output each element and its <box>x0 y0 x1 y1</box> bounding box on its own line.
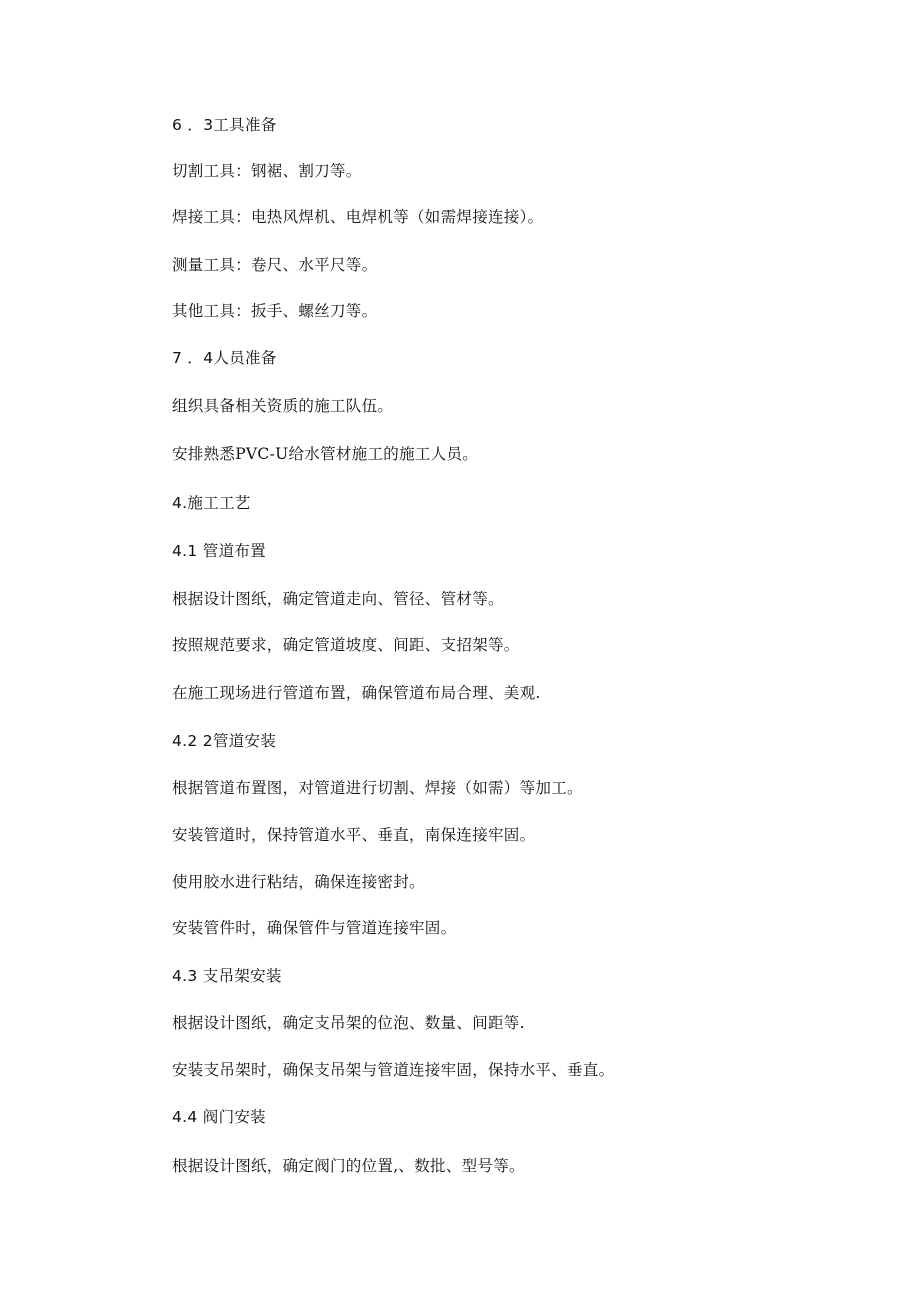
paragraph-line: 在施工现场进行管道布置，确保管道布局合理、美观. <box>172 684 541 702</box>
section-heading-6-3: 6 ．3工具准备 <box>172 116 277 134</box>
section-heading-7-4: 7 ．4人员准备 <box>172 349 277 367</box>
paragraph-line: 安装管件时，确保管件与管道连接牢固。 <box>172 919 457 937</box>
section-heading-4-4: 4.4 阀门安装 <box>172 1108 266 1126</box>
paragraph-line: 根据管道布置图，对管道进行切割、焊接（如需）等加工。 <box>172 779 583 797</box>
paragraph-line: 安排熟悉PVC-U给水管材施工的施工人员。 <box>172 445 479 463</box>
paragraph-line: 根据设计图纸，确定阀门的位置,、数批、型号等。 <box>172 1157 525 1175</box>
paragraph-line: 安装管道时，保持管道水平、垂直，南保连接牢固。 <box>172 826 536 844</box>
paragraph-line: 焊接工具：电热风焊机、电焊机等（如需焊接连接）。 <box>172 208 544 226</box>
section-heading-4-2: 4.2 2管道安装 <box>172 732 277 750</box>
paragraph-line: 使用胶水进行粘结，确保连接密封。 <box>172 873 425 891</box>
paragraph-line: 其他工具：扳手、螺丝刀等。 <box>172 302 378 320</box>
paragraph-line: 根据设计图纸，确定支吊架的位泡、数量、间距等. <box>172 1014 525 1032</box>
section-heading-4: 4.施工工艺 <box>172 494 251 512</box>
paragraph-line: 按照规范要求，确定管道坡度、间距、支招架等。 <box>172 636 520 654</box>
paragraph-line: 切割工具：钢裾、割刀等。 <box>172 162 362 180</box>
paragraph-line: 测量工具：卷尺、水平尺等。 <box>172 256 378 274</box>
section-heading-4-3: 4.3 支吊架安装 <box>172 967 282 985</box>
paragraph-line: 根据设计图纸，确定管道走向、管径、管材等。 <box>172 590 504 608</box>
paragraph-line: 安装支吊架时，确保支吊架与管道连接牢固，保持水平、垂直。 <box>172 1061 615 1079</box>
section-heading-4-1: 4.1 管道布置 <box>172 542 266 560</box>
paragraph-line: 组织具备相关资质的施工队伍。 <box>172 397 394 415</box>
